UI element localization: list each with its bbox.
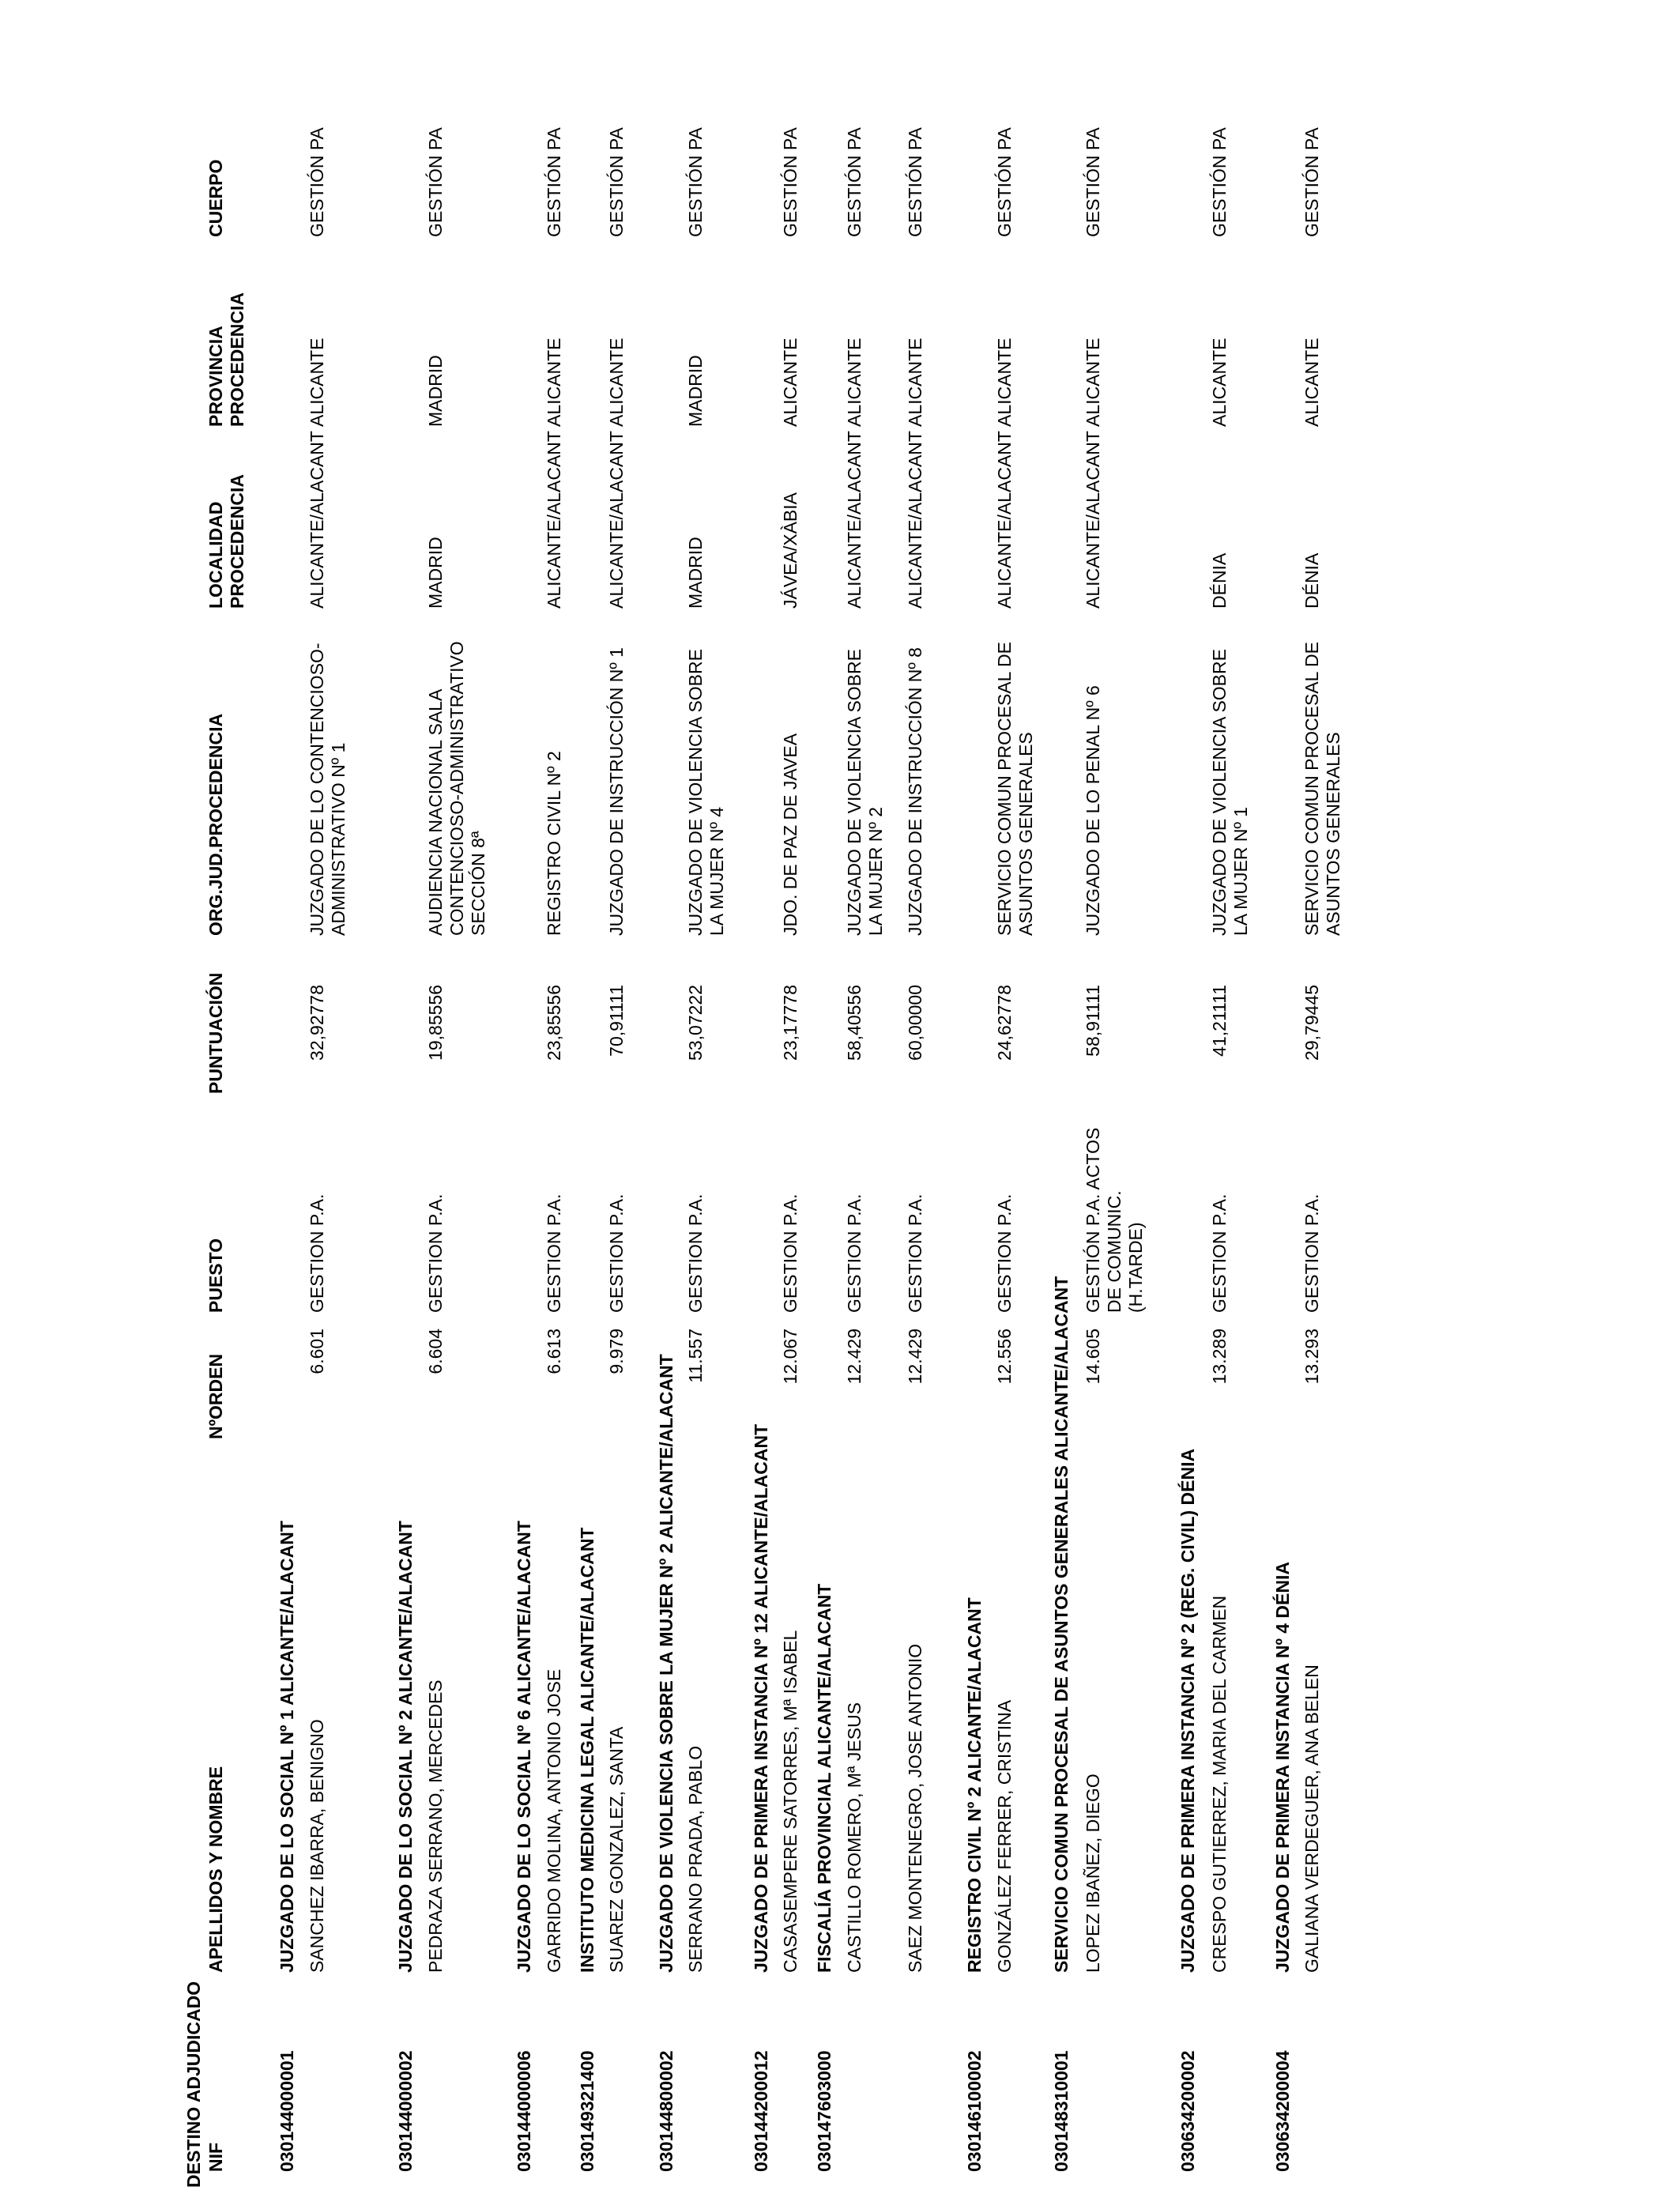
- row-provincia: ALICANTE: [844, 337, 864, 427]
- row-provincia: ALICANTE: [307, 337, 327, 427]
- group-destino: JUZGADO DE PRIMERA INSTANCIA Nº 12 ALICANTE/ALACANT: [751, 1423, 771, 1973]
- row-puntuacion: 53,07222: [685, 985, 706, 1061]
- row-nombre: SUAREZ GONZALEZ, SANTA: [606, 1726, 627, 1973]
- group-destino: FISCALÍA PROVINCIAL ALICANTE/ALACANT: [814, 1583, 834, 1973]
- row-localidad: ALICANTE/ALACANT: [544, 431, 564, 609]
- row-puntuacion: 23,17778: [780, 985, 800, 1061]
- header-puntuacion: PUNTUACIÓN: [205, 972, 226, 1094]
- row-norden: 13.293: [1301, 1329, 1322, 1385]
- group-destino: REGISTRO CIVIL Nº 2 ALICANTE/ALACANT: [964, 1597, 985, 1973]
- row-provincia: ALICANTE: [905, 337, 925, 427]
- row-norden: 12.429: [905, 1329, 925, 1385]
- row-puntuacion: 58,91111: [1083, 985, 1103, 1057]
- row-provincia: ALICANTE: [1301, 337, 1322, 427]
- row-puesto: GESTION P.A.: [1209, 1193, 1230, 1313]
- row-norden: 6.613: [544, 1329, 564, 1374]
- row-cuerpo: GESTIÓN PA: [425, 127, 446, 237]
- row-cuerpo: GESTIÓN PA: [1301, 127, 1322, 237]
- header-puesto: PUESTO: [205, 1238, 226, 1313]
- group-nif: 030147603000: [814, 2050, 834, 2172]
- row-orgjud: JUZGADO DE VIOLENCIA SOBRE LA MUJER Nº 2: [844, 649, 886, 936]
- row-provincia: MADRID: [685, 355, 706, 427]
- row-norden: 11.557: [685, 1329, 706, 1383]
- row-nombre: GARRIDO MOLINA, ANTONIO JOSE: [544, 1668, 564, 1973]
- row-puesto: GESTION P.A.: [905, 1193, 925, 1313]
- row-cuerpo: GESTIÓN PA: [606, 127, 627, 237]
- document-title: DESTINO ADJUDICADO: [183, 1981, 204, 2188]
- row-orgjud: JUZGADO DE LO CONTENCIOSO-ADMINISTRATIVO Nº 1: [307, 643, 348, 936]
- group-nif: 030634200004: [1272, 2050, 1293, 2172]
- row-norden: 12.067: [780, 1329, 800, 1385]
- row-localidad: ALICANTE/ALACANT: [606, 431, 627, 609]
- group-nif: 030144200012: [751, 2050, 771, 2172]
- row-nombre: SAEZ MONTENEGRO, JOSE ANTONIO: [905, 1643, 925, 1973]
- row-puesto: GESTION P.A.: [606, 1193, 627, 1313]
- row-provincia: ALICANTE: [1209, 337, 1230, 427]
- row-nombre: CASASEMPERE SATORRES, Mª ISABEL: [780, 1630, 800, 1973]
- row-puesto: GESTION P.A.: [425, 1193, 446, 1313]
- row-norden: 6.604: [425, 1329, 446, 1374]
- row-puntuacion: 32,92778: [307, 985, 327, 1061]
- row-puesto: GESTION P.A.: [844, 1193, 864, 1313]
- header-nif: NIF: [205, 2142, 226, 2172]
- row-cuerpo: GESTIÓN PA: [544, 127, 564, 237]
- row-nombre: PEDRAZA SERRANO, MERCEDES: [425, 1679, 446, 1973]
- row-localidad: MADRID: [685, 537, 706, 609]
- group-nif: 030146100002: [964, 2050, 985, 2172]
- row-orgjud: JUZGADO DE INSTRUCCIÓN Nº 8: [905, 647, 925, 936]
- row-norden: 13.289: [1209, 1329, 1230, 1385]
- group-destino: JUZGADO DE VIOLENCIA SOBRE LA MUJER Nº 2 ALICANTE/ALACANT: [656, 1354, 676, 1973]
- row-puntuacion: 41,21111: [1209, 985, 1230, 1057]
- row-puesto: GESTION P.A.: [307, 1193, 327, 1313]
- row-nombre: GALIANA VERDEGUER, ANA BELEN: [1301, 1664, 1322, 1973]
- group-destino: JUZGADO DE LO SOCIAL Nº 1 ALICANTE/ALACANT: [277, 1521, 297, 1973]
- row-provincia: ALICANTE: [544, 337, 564, 427]
- row-orgjud: JUZGADO DE VIOLENCIA SOBRE LA MUJER Nº 4: [685, 649, 727, 936]
- row-nombre: SERRANO PRADA, PABLO: [685, 1745, 706, 1973]
- row-provincia: ALICANTE: [1083, 337, 1103, 427]
- row-provincia: MADRID: [425, 355, 446, 427]
- row-puntuacion: 58,40556: [844, 985, 864, 1061]
- row-puntuacion: 70,91111: [606, 985, 627, 1057]
- header-localidad: LOCALIDAD PROCEDENCIA: [205, 474, 247, 609]
- row-norden: 12.556: [994, 1329, 1015, 1385]
- header-cuerpo: CUERPO: [205, 159, 226, 237]
- row-localidad: ALICANTE/ALACANT: [844, 431, 864, 609]
- row-cuerpo: GESTIÓN PA: [844, 127, 864, 237]
- row-norden: 9.979: [606, 1329, 627, 1374]
- row-norden: 12.429: [844, 1329, 864, 1385]
- row-puntuacion: 29,79445: [1301, 985, 1322, 1061]
- row-cuerpo: GESTIÓN PA: [1209, 127, 1230, 237]
- row-nombre: LOPEZ IBAÑEZ, DIEGO: [1083, 1774, 1103, 1973]
- group-nif: 030144800002: [656, 2050, 676, 2172]
- row-cuerpo: GESTIÓN PA: [780, 127, 800, 237]
- row-cuerpo: GESTIÓN PA: [994, 127, 1015, 237]
- row-cuerpo: GESTIÓN PA: [1083, 127, 1103, 237]
- group-destino: SERVICIO COMUN PROCESAL DE ASUNTOS GENERALES ALICANTE/ALACANT: [1051, 1276, 1072, 1973]
- group-nif: 030144000002: [395, 2050, 416, 2172]
- header-orgjud: ORG.JUD.PROCEDENCIA: [205, 713, 226, 936]
- row-orgjud: JUZGADO DE INSTRUCCIÓN Nº 1: [606, 647, 627, 936]
- row-orgjud: AUDIENCIA NACIONAL SALA CONTENCIOSO-ADMINISTRATIVO SECCIÓN 8ª: [425, 641, 488, 936]
- row-orgjud: JDO. DE PAZ DE JAVEA: [780, 733, 800, 936]
- row-puntuacion: 60,00000: [905, 985, 925, 1061]
- row-orgjud: SERVICIO COMUN PROCESAL DE ASUNTOS GENERALES: [994, 642, 1036, 936]
- row-nombre: CASTILLO ROMERO, Mª JESUS: [844, 1702, 864, 1973]
- row-orgjud: JUZGADO DE LO PENAL Nº 6: [1083, 685, 1103, 936]
- row-puntuacion: 19,85556: [425, 985, 446, 1061]
- group-destino: JUZGADO DE PRIMERA INSTANCIA Nº 4 DÉNIA: [1272, 1562, 1293, 1973]
- row-localidad: ALICANTE/ALACANT: [994, 431, 1015, 609]
- group-destino: JUZGADO DE LO SOCIAL Nº 2 ALICANTE/ALACANT: [395, 1521, 416, 1973]
- row-puntuacion: 23,85556: [544, 985, 564, 1061]
- row-cuerpo: GESTIÓN PA: [307, 127, 327, 237]
- group-nif: 030634200002: [1177, 2050, 1198, 2172]
- row-puesto: GESTIÓN P.A. ACTOS DE COMUNIC. (H.TARDE): [1083, 1127, 1146, 1313]
- group-destino: JUZGADO DE LO SOCIAL Nº 6 ALICANTE/ALACANT: [514, 1521, 534, 1973]
- row-puesto: GESTION P.A.: [1301, 1193, 1322, 1313]
- row-cuerpo: GESTIÓN PA: [685, 127, 706, 237]
- row-puesto: GESTION P.A.: [994, 1193, 1015, 1313]
- row-nombre: SANCHEZ IBARRA, BENIGNO: [307, 1719, 327, 1973]
- header-norden: NºORDEN: [205, 1353, 226, 1439]
- row-localidad: ALICANTE/ALACANT: [1083, 431, 1103, 609]
- row-orgjud: JUZGADO DE VIOLENCIA SOBRE LA MUJER Nº 1: [1209, 649, 1251, 936]
- header-provincia: PROVINCIA PROCEDENCIA: [205, 292, 247, 427]
- row-localidad: MADRID: [425, 537, 446, 609]
- row-provincia: ALICANTE: [780, 337, 800, 427]
- row-localidad: ALICANTE/ALACANT: [307, 431, 327, 609]
- group-nif: 030144000006: [514, 2050, 534, 2172]
- row-norden: 6.601: [307, 1329, 327, 1374]
- row-orgjud: REGISTRO CIVIL Nº 2: [544, 751, 564, 936]
- row-nombre: CRESPO GUTIERREZ, MARIA DEL CARMEN: [1209, 1595, 1230, 1973]
- row-puesto: GESTION P.A.: [780, 1193, 800, 1313]
- row-localidad: JÁVEA/XÀBIA: [780, 492, 800, 609]
- group-nif: 030148310001: [1051, 2050, 1072, 2172]
- row-norden: 14.605: [1083, 1329, 1103, 1385]
- row-orgjud: SERVICIO COMUN PROCESAL DE ASUNTOS GENERALES: [1301, 642, 1343, 936]
- row-localidad: DÉNIA: [1209, 552, 1230, 609]
- row-localidad: ALICANTE/ALACANT: [905, 431, 925, 609]
- row-puesto: GESTION P.A.: [544, 1193, 564, 1313]
- row-cuerpo: GESTIÓN PA: [905, 127, 925, 237]
- row-puntuacion: 24,62778: [994, 985, 1015, 1061]
- group-destino: INSTITUTO MEDICINA LEGAL ALICANTE/ALACANT: [577, 1527, 597, 1973]
- row-nombre: GONZÁLEZ FERRER, CRISTINA: [994, 1699, 1015, 1973]
- header-apellidos: APELLIDOS Y NOMBRE: [205, 1766, 226, 1973]
- row-localidad: DÉNIA: [1301, 552, 1322, 609]
- row-puesto: GESTION P.A.: [685, 1193, 706, 1313]
- group-nif: 030144000001: [277, 2050, 297, 2172]
- group-destino: JUZGADO DE PRIMERA INSTANCIA Nº 2 (REG. CIVIL) DÉNIA: [1177, 1448, 1198, 1973]
- row-provincia: ALICANTE: [606, 337, 627, 427]
- row-provincia: ALICANTE: [994, 337, 1015, 427]
- group-nif: 030149321400: [577, 2050, 597, 2172]
